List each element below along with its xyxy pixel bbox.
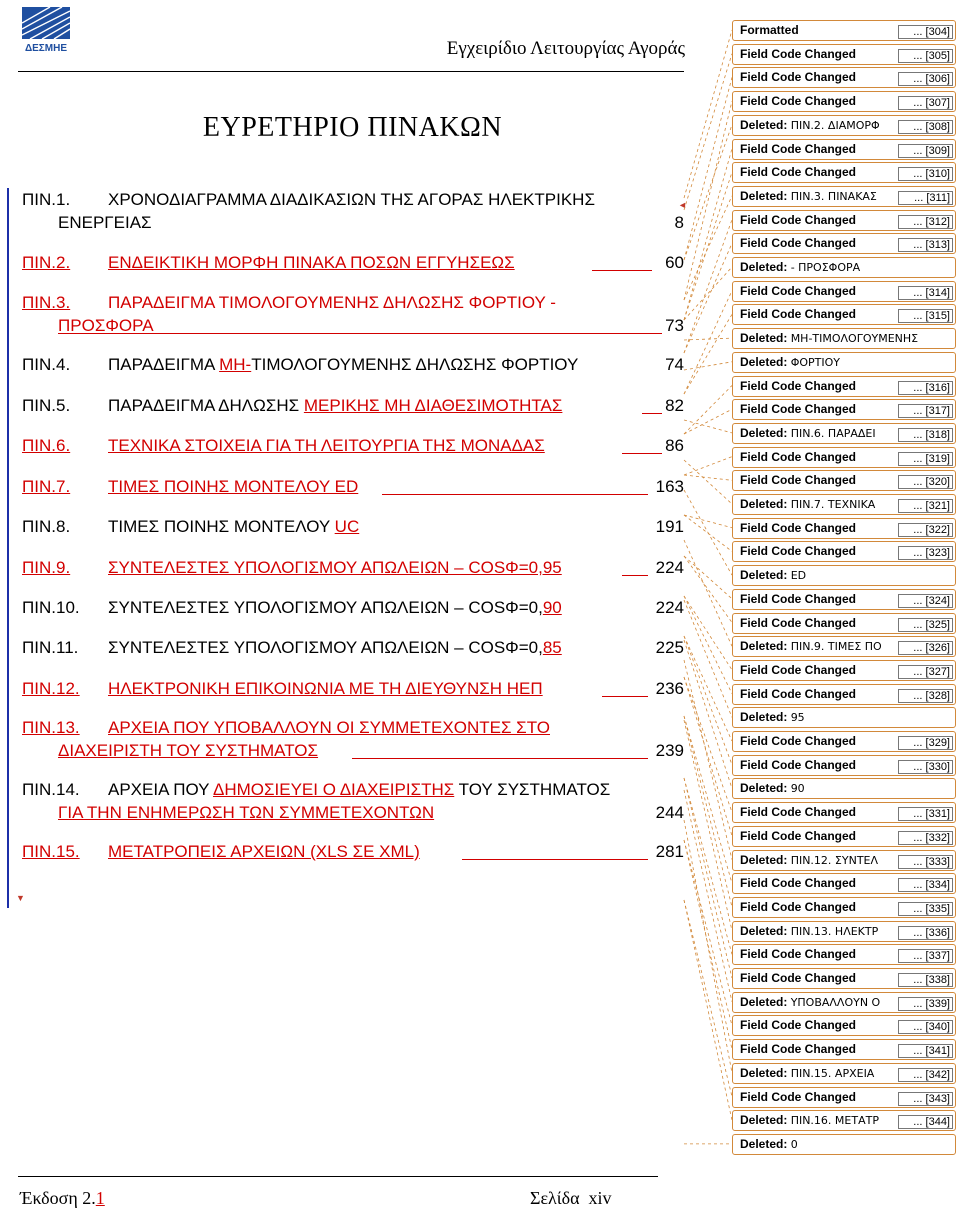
balloon-label: Deleted: xyxy=(740,568,788,583)
balloon-label: Field Code Changed xyxy=(740,307,857,322)
balloon-connector xyxy=(684,460,732,504)
balloon-value: ΠΙΝ.6. ΠΑΡΑΔΕΙ xyxy=(790,426,876,440)
toc-title-part: ΤΙΜΟΛΟΓΟΥΜΕΝΗΣ ΔΗΛΩΣΗΣ ΦΟΡΤΙΟΥ xyxy=(251,355,579,374)
balloon-label: Deleted: xyxy=(740,1113,788,1128)
balloon-connector xyxy=(684,338,732,340)
toc-number: ΠΙΝ.7. xyxy=(22,477,71,496)
balloon-more-link[interactable]: ... [328] xyxy=(898,689,953,703)
balloon-label: Deleted: xyxy=(740,1065,788,1080)
balloon-label: Field Code Changed xyxy=(740,520,857,535)
balloon-label: Deleted: xyxy=(740,923,788,938)
balloon-value: ED xyxy=(790,569,807,583)
balloon-connector xyxy=(684,362,732,370)
balloon-more-link[interactable]: ... [340] xyxy=(898,1020,953,1034)
revision-balloon[interactable] xyxy=(732,565,956,586)
balloon-label: Field Code Changed xyxy=(740,449,857,464)
balloon-label: Field Code Changed xyxy=(740,94,857,109)
balloon-more-link[interactable]: ... [318] xyxy=(898,428,953,442)
balloon-label: Field Code Changed xyxy=(740,70,857,85)
balloon-more-link[interactable]: ... [307] xyxy=(898,96,953,110)
balloon-connector xyxy=(684,77,732,260)
toc-title: ΗΛΕΚΤΡΟΝΙΚΗ ΕΠΙΚΟΙΝΩΝΙΑ ΜΕ ΤΗ ΔΙΕΥΘΥΝΣΗ ΗΕΠ xyxy=(108,679,543,698)
toc-number: ΠΙΝ.14. xyxy=(22,780,80,799)
balloon-more-link[interactable]: ... [313] xyxy=(898,238,953,252)
toc-number: ΠΙΝ.3. xyxy=(22,293,71,312)
balloon-connector xyxy=(684,596,732,694)
balloon-connector xyxy=(684,490,732,575)
balloon-connector xyxy=(684,778,732,978)
toc-title-part: ΤΟΥ ΣΥΣΤΗΜΑΤΟΣ xyxy=(454,780,611,799)
balloon-connector xyxy=(684,840,732,1025)
toc-number: ΠΙΝ.10. xyxy=(22,598,80,617)
balloon-connector xyxy=(684,660,732,860)
balloon-label: Field Code Changed xyxy=(740,236,857,251)
balloon-more-link[interactable]: ... [341] xyxy=(898,1044,953,1058)
toc-number: ΠΙΝ.4. xyxy=(22,355,71,374)
toc-page: 239 xyxy=(653,739,684,762)
balloon-label: Field Code Changed xyxy=(740,686,857,701)
balloon-more-link[interactable]: ... [342] xyxy=(898,1068,953,1082)
balloon-more-link[interactable]: ... [326] xyxy=(898,641,953,655)
toc-number: ΠΙΝ.6. xyxy=(22,436,71,455)
balloon-connector xyxy=(684,220,732,353)
page-title: ΕΥΡΕΤΗΡΙΟ ΠΙΝΑΚΩΝ xyxy=(202,112,503,143)
toc-number: ΠΙΝ.8. xyxy=(22,517,71,536)
balloon-value: ΠΙΝ.2. ΔΙΑΜΟΡΦ xyxy=(790,118,880,132)
balloon-label: Deleted: xyxy=(740,781,788,796)
toc-title-inserted: 85 xyxy=(542,638,562,657)
balloon-label: Field Code Changed xyxy=(740,805,857,820)
balloon-connector xyxy=(684,778,732,954)
toc-page: 86 xyxy=(662,434,684,457)
balloon-more-link[interactable]: ... [312] xyxy=(898,215,953,229)
balloon-value: ΜΗ-ΤΙΜΟΛΟΓΟΥΜΕΝΗΣ xyxy=(790,332,919,346)
toc-number: ΠΙΝ.12. xyxy=(22,679,80,698)
balloon-value: 0 xyxy=(790,1137,798,1151)
toc-title-inserted: 90 xyxy=(542,598,562,617)
revision-balloon[interactable] xyxy=(732,1134,956,1155)
balloon-more-link[interactable]: ... [335] xyxy=(898,902,953,916)
balloon-connector xyxy=(684,457,732,475)
balloon-value: ΠΙΝ.12. ΣΥΝΤΕΛ xyxy=(790,853,879,867)
balloon-connector xyxy=(684,556,732,599)
balloon-more-link[interactable]: ... [339] xyxy=(898,997,953,1011)
balloon-more-link[interactable]: ... [316] xyxy=(898,381,953,395)
toc-page: 281 xyxy=(653,840,684,863)
toc-page: 191 xyxy=(653,515,684,538)
toc-page: 224 xyxy=(653,596,684,619)
toc-page: 74 xyxy=(662,353,684,376)
toc-number: ΠΙΝ.15. xyxy=(22,842,80,861)
balloon-label: Field Code Changed xyxy=(740,615,857,630)
balloon-connector xyxy=(684,243,732,353)
balloon-more-link[interactable]: ... [324] xyxy=(898,594,953,608)
balloon-label: Deleted: xyxy=(740,188,788,203)
balloon-connector xyxy=(684,636,732,741)
balloon-label: Field Code Changed xyxy=(740,378,857,393)
balloon-connector xyxy=(684,820,732,1073)
balloon-connector xyxy=(684,54,732,210)
balloon-label: Deleted: xyxy=(740,1136,788,1151)
revision-marker: ▼ xyxy=(16,893,25,903)
balloon-more-link[interactable]: ... [308] xyxy=(898,120,953,134)
balloon-value: ΦΟΡΤΙΟΥ xyxy=(790,355,840,369)
toc-title-inserted: UC xyxy=(334,517,360,536)
toc-title-part: ΣΥΝΤΕΛΕΣΤΕΣ ΥΠΟΛΟΓΙΣΜΟΥ ΑΠΩΛΕΙΩΝ – COSΦ=0, xyxy=(108,598,543,617)
toc-title-part: ΣΥΝΤΕΛΕΣΤΕΣ ΥΠΟΛΟΓΙΣΜΟΥ ΑΠΩΛΕΙΩΝ – COSΦ=0, xyxy=(108,638,543,657)
svg-text:ΔΕΣΜΗΕ: ΔΕΣΜΗΕ xyxy=(24,43,68,53)
balloon-value: 95 xyxy=(790,711,805,725)
balloon-label: Field Code Changed xyxy=(740,473,857,488)
balloon-label: Field Code Changed xyxy=(740,212,857,227)
balloon-label: Formatted xyxy=(740,23,799,37)
balloon-label: Field Code Changed xyxy=(740,828,857,843)
balloon-label: Field Code Changed xyxy=(740,544,857,559)
balloon-more-link[interactable]: ... [317] xyxy=(898,404,953,418)
balloon-connector xyxy=(684,475,732,480)
revision-balloon[interactable] xyxy=(732,707,956,728)
balloon-label: Field Code Changed xyxy=(740,662,857,677)
balloon-value: ΠΙΝ.9. ΤΙΜΕΣ ΠΟ xyxy=(790,640,882,654)
page-label: Σελίδα xyxy=(530,1188,580,1208)
balloon-label: Deleted: xyxy=(740,710,788,725)
balloon-more-link[interactable]: ... [337] xyxy=(898,949,953,963)
toc-page: 82 xyxy=(662,394,684,417)
balloon-more-link[interactable]: ... [333] xyxy=(898,855,953,869)
balloon-label: Field Code Changed xyxy=(740,734,857,748)
balloon-more-link[interactable]: ... [321] xyxy=(898,499,953,513)
balloon-connector xyxy=(684,101,732,300)
toc-page: 73 xyxy=(662,314,684,337)
toc-number: ΠΙΝ.5. xyxy=(22,396,71,415)
balloon-more-link[interactable]: ... [319] xyxy=(898,452,953,466)
balloon-more-link[interactable]: ... [336] xyxy=(898,926,953,940)
balloon-label: Field Code Changed xyxy=(740,876,857,891)
balloon-value: ΠΙΝ.16. ΜΕΤΑΤΡ xyxy=(790,1114,879,1128)
page-number xyxy=(530,1188,612,1209)
balloon-label: Field Code Changed xyxy=(740,899,857,914)
balloon-more-link[interactable]: ... [330] xyxy=(898,760,953,774)
balloon-connector xyxy=(684,720,732,931)
balloon-more-link[interactable]: ... [334] xyxy=(898,878,953,892)
revision-balloon[interactable] xyxy=(732,328,956,349)
balloon-label: Deleted: xyxy=(740,497,788,511)
balloon-label: Deleted: xyxy=(740,260,788,274)
balloon-connector xyxy=(684,596,732,670)
toc-number: ΠΙΝ.9. xyxy=(22,558,71,577)
toc-title: ΧΡΟΝΟΔΙΑΓΡΑΜΜΑ ΔΙΑΔΙΚΑΣΙΩΝ ΤΗΣ ΑΓΟΡΑΣ ΗΛΕΚΤΡΙΚΗΣ xyxy=(108,190,595,209)
balloon-value: ΠΙΝ.3. ΠΙΝΑΚΑΣ xyxy=(790,189,877,203)
toc-title-part: ΠΑΡΑΔΕΙΓΜΑ xyxy=(108,355,220,374)
balloon-more-link[interactable]: ... [332] xyxy=(898,831,953,845)
toc-page: 225 xyxy=(653,636,684,659)
balloon-more-link[interactable]: ... [309] xyxy=(898,144,953,158)
balloon-value: ΥΠΟΒΑΛΛΟΥΝ Ο xyxy=(790,995,881,1009)
balloon-more-link[interactable]: ... [314] xyxy=(898,286,953,300)
footer-divider xyxy=(18,1176,658,1177)
balloon-label: Field Code Changed xyxy=(740,165,857,180)
toc-title-cont: ΓΙΑ ΤΗΝ ΕΝΗΜΕΡΩΣΗ ΤΩΝ ΣΥΜΜΕΤΕΧΟΝΤΩΝ xyxy=(58,803,435,822)
balloon-more-link[interactable]: ... [320] xyxy=(898,475,953,489)
toc-title: ΣΥΝΤΕΛΕΣΤΕΣ ΥΠΟΛΟΓΙΣΜΟΥ ΑΠΩΛΕΙΩΝ – COSΦ=0,95 xyxy=(108,558,562,577)
toc-title-part: ΑΡΧΕΙΑ ΠΟΥ xyxy=(108,780,213,799)
balloon-connector xyxy=(684,196,732,300)
toc-title: ΤΕΧΝΙΚΑ ΣΤΟΙΧΕΙΑ ΓΙΑ ΤΗ ΛΕΙΤΟΥΡΓΙΑ ΤΗΣ ΜΟΝΑΔΑΣ xyxy=(108,436,545,455)
toc-title: ΕΝΔΕΙΚΤΙΚΗ ΜΟΡΦΗ ΠΙΝΑΚΑ ΠΟΣΩΝ ΕΓΓΥΗΣΕΩΣ xyxy=(108,253,515,272)
toc-title: ΜΕΤΑΤΡΟΠΕΙΣ ΑΡΧΕΙΩΝ (XLS ΣΕ XML) xyxy=(108,842,420,861)
balloon-label: Field Code Changed xyxy=(740,971,857,985)
balloon-more-link[interactable]: ... [304] xyxy=(898,25,953,39)
balloon-connector xyxy=(684,267,732,320)
balloon-label: Deleted: xyxy=(740,639,788,654)
toc-title-cont: ΔΙΑΧΕΙΡΙΣΤΗ ΤΟΥ ΣΥΣΤΗΜΑΤΟΣ xyxy=(58,741,319,760)
balloon-value: ΠΙΝ.15. ΑΡΧΕΙΑ xyxy=(790,1066,875,1080)
toc-title: ΠΑΡΑΔΕΙΓΜΑ ΤΙΜΟΛΟΓΟΥΜΕΝΗΣ ΔΗΛΩΣΗΣ ΦΟΡΤΙΟΥ - xyxy=(108,293,556,312)
page-value: xiv xyxy=(588,1188,612,1208)
edition-change: 1 xyxy=(95,1188,105,1208)
balloon-label: Field Code Changed xyxy=(740,402,857,417)
toc-title: ΑΡΧΕΙΑ ΠΟΥ ΥΠΟΒΑΛΛΟΥΝ ΟΙ ΣΥΜΜΕΤΕΧΟΝΤΕΣ ΣΤΟ xyxy=(108,718,550,737)
toc-page: 224 xyxy=(653,556,684,579)
balloon-connector xyxy=(684,640,732,788)
balloon-more-link[interactable]: ... [315] xyxy=(898,309,953,323)
edition-text: Έκδοση 2. xyxy=(20,1188,96,1208)
toc-number: ΠΙΝ.2. xyxy=(22,253,71,272)
balloon-more-link[interactable]: ... [306] xyxy=(898,72,953,86)
balloon-value: - ΠΡΟΣΦΟΡΑ xyxy=(790,261,861,274)
balloon-more-link[interactable]: ... [325] xyxy=(898,618,953,632)
toc-title-inserted: ΜΗ- xyxy=(219,355,252,374)
balloon-label: Deleted: xyxy=(740,354,788,369)
balloon-connector xyxy=(684,291,732,394)
balloon-more-link[interactable]: ... [311] xyxy=(898,191,953,205)
toc-title-inserted: ΔΗΜΟΣΙΕΥΕΙ Ο ΔΙΑΧΕΙΡΙΣΤΗΣ xyxy=(212,780,455,799)
balloon-label: Deleted: xyxy=(740,425,788,440)
balloon-label: Field Code Changed xyxy=(740,757,857,772)
balloon-label: Field Code Changed xyxy=(740,1042,857,1057)
toc-title-cont: ΕΝΕΡΓΕΙΑΣ xyxy=(58,213,152,232)
balloon-more-link[interactable]: ... [322] xyxy=(898,523,953,537)
toc-title-part: ΠΑΡΑΔΕΙΓΜΑ ΔΗΛΩΣΗΣ xyxy=(108,396,304,415)
balloon-more-link[interactable]: ... [323] xyxy=(898,546,953,560)
revision-balloon[interactable] xyxy=(732,778,956,799)
balloon-connector xyxy=(684,790,732,1002)
balloon-more-link[interactable]: ... [343] xyxy=(898,1092,953,1106)
manual-title: Εγχειρίδιο Λειτουργίας Αγοράς xyxy=(446,38,685,59)
balloon-more-link[interactable]: ... [310] xyxy=(898,167,953,181)
toc-title: ΤΙΜΕΣ ΠΟΙΝΗΣ ΜΟΝΤΕΛΟΥ ED xyxy=(108,477,359,496)
revision-marker: ◄ xyxy=(678,200,687,210)
balloon-more-link[interactable]: ... [344] xyxy=(898,1115,953,1129)
toc-page: 60 xyxy=(662,251,684,274)
toc-page: 163 xyxy=(653,475,684,498)
balloon-label: Deleted: xyxy=(740,117,788,132)
toc-title-part: ΤΙΜΕΣ ΠΟΙΝΗΣ ΜΟΝΤΕΛΟΥ xyxy=(108,517,335,536)
balloon-more-link[interactable]: ... [331] xyxy=(898,807,953,821)
balloon-more-link[interactable]: ... [329] xyxy=(898,736,953,750)
balloon-label: Field Code Changed xyxy=(740,1018,857,1033)
balloon-label: Field Code Changed xyxy=(740,947,857,962)
toc-page: 236 xyxy=(653,677,684,700)
toc-page: 244 xyxy=(653,801,684,824)
balloon-value: 90 xyxy=(790,782,805,796)
toc-title-cont: ΠΡΟΣΦΟΡΑ xyxy=(58,316,154,335)
balloon-label: Deleted: xyxy=(740,852,788,867)
toc-page: 8 xyxy=(672,211,684,234)
balloon-label: Field Code Changed xyxy=(740,591,857,606)
toc-number: ΠΙΝ.13. xyxy=(22,718,80,737)
edition-label xyxy=(20,1188,105,1209)
balloon-label: Field Code Changed xyxy=(740,46,857,61)
balloon-label: Deleted: xyxy=(740,994,788,1009)
balloon-label: Field Code Changed xyxy=(740,1089,857,1104)
balloon-label: Deleted: xyxy=(740,331,788,346)
toc-title-inserted: ΜΕΡΙΚΗΣ ΜΗ ΔΙΑΘΕΣΙΜΟΤΗΤΑΣ xyxy=(303,396,563,415)
toc-number: ΠΙΝ.11. xyxy=(22,638,79,657)
balloon-more-link[interactable]: ... [338] xyxy=(898,973,953,987)
balloon-connector xyxy=(684,556,732,623)
revision-balloon[interactable] xyxy=(732,352,956,373)
balloon-connector xyxy=(684,540,732,646)
balloon-connector xyxy=(684,515,732,528)
balloon-value: ΠΙΝ.13. ΗΛΕΚΤΡ xyxy=(790,924,879,938)
balloon-label: Field Code Changed xyxy=(740,283,857,298)
balloon-more-link[interactable]: ... [327] xyxy=(898,665,953,679)
toc-number: ΠΙΝ.1. xyxy=(22,190,71,209)
balloon-connector xyxy=(684,314,732,394)
balloon-label: Field Code Changed xyxy=(740,141,857,156)
balloon-value: ΠΙΝ.7. ΤΕΧΝΙΚΑ xyxy=(790,498,876,511)
revision-balloon[interactable] xyxy=(732,257,956,278)
balloon-more-link[interactable]: ... [305] xyxy=(898,49,953,63)
